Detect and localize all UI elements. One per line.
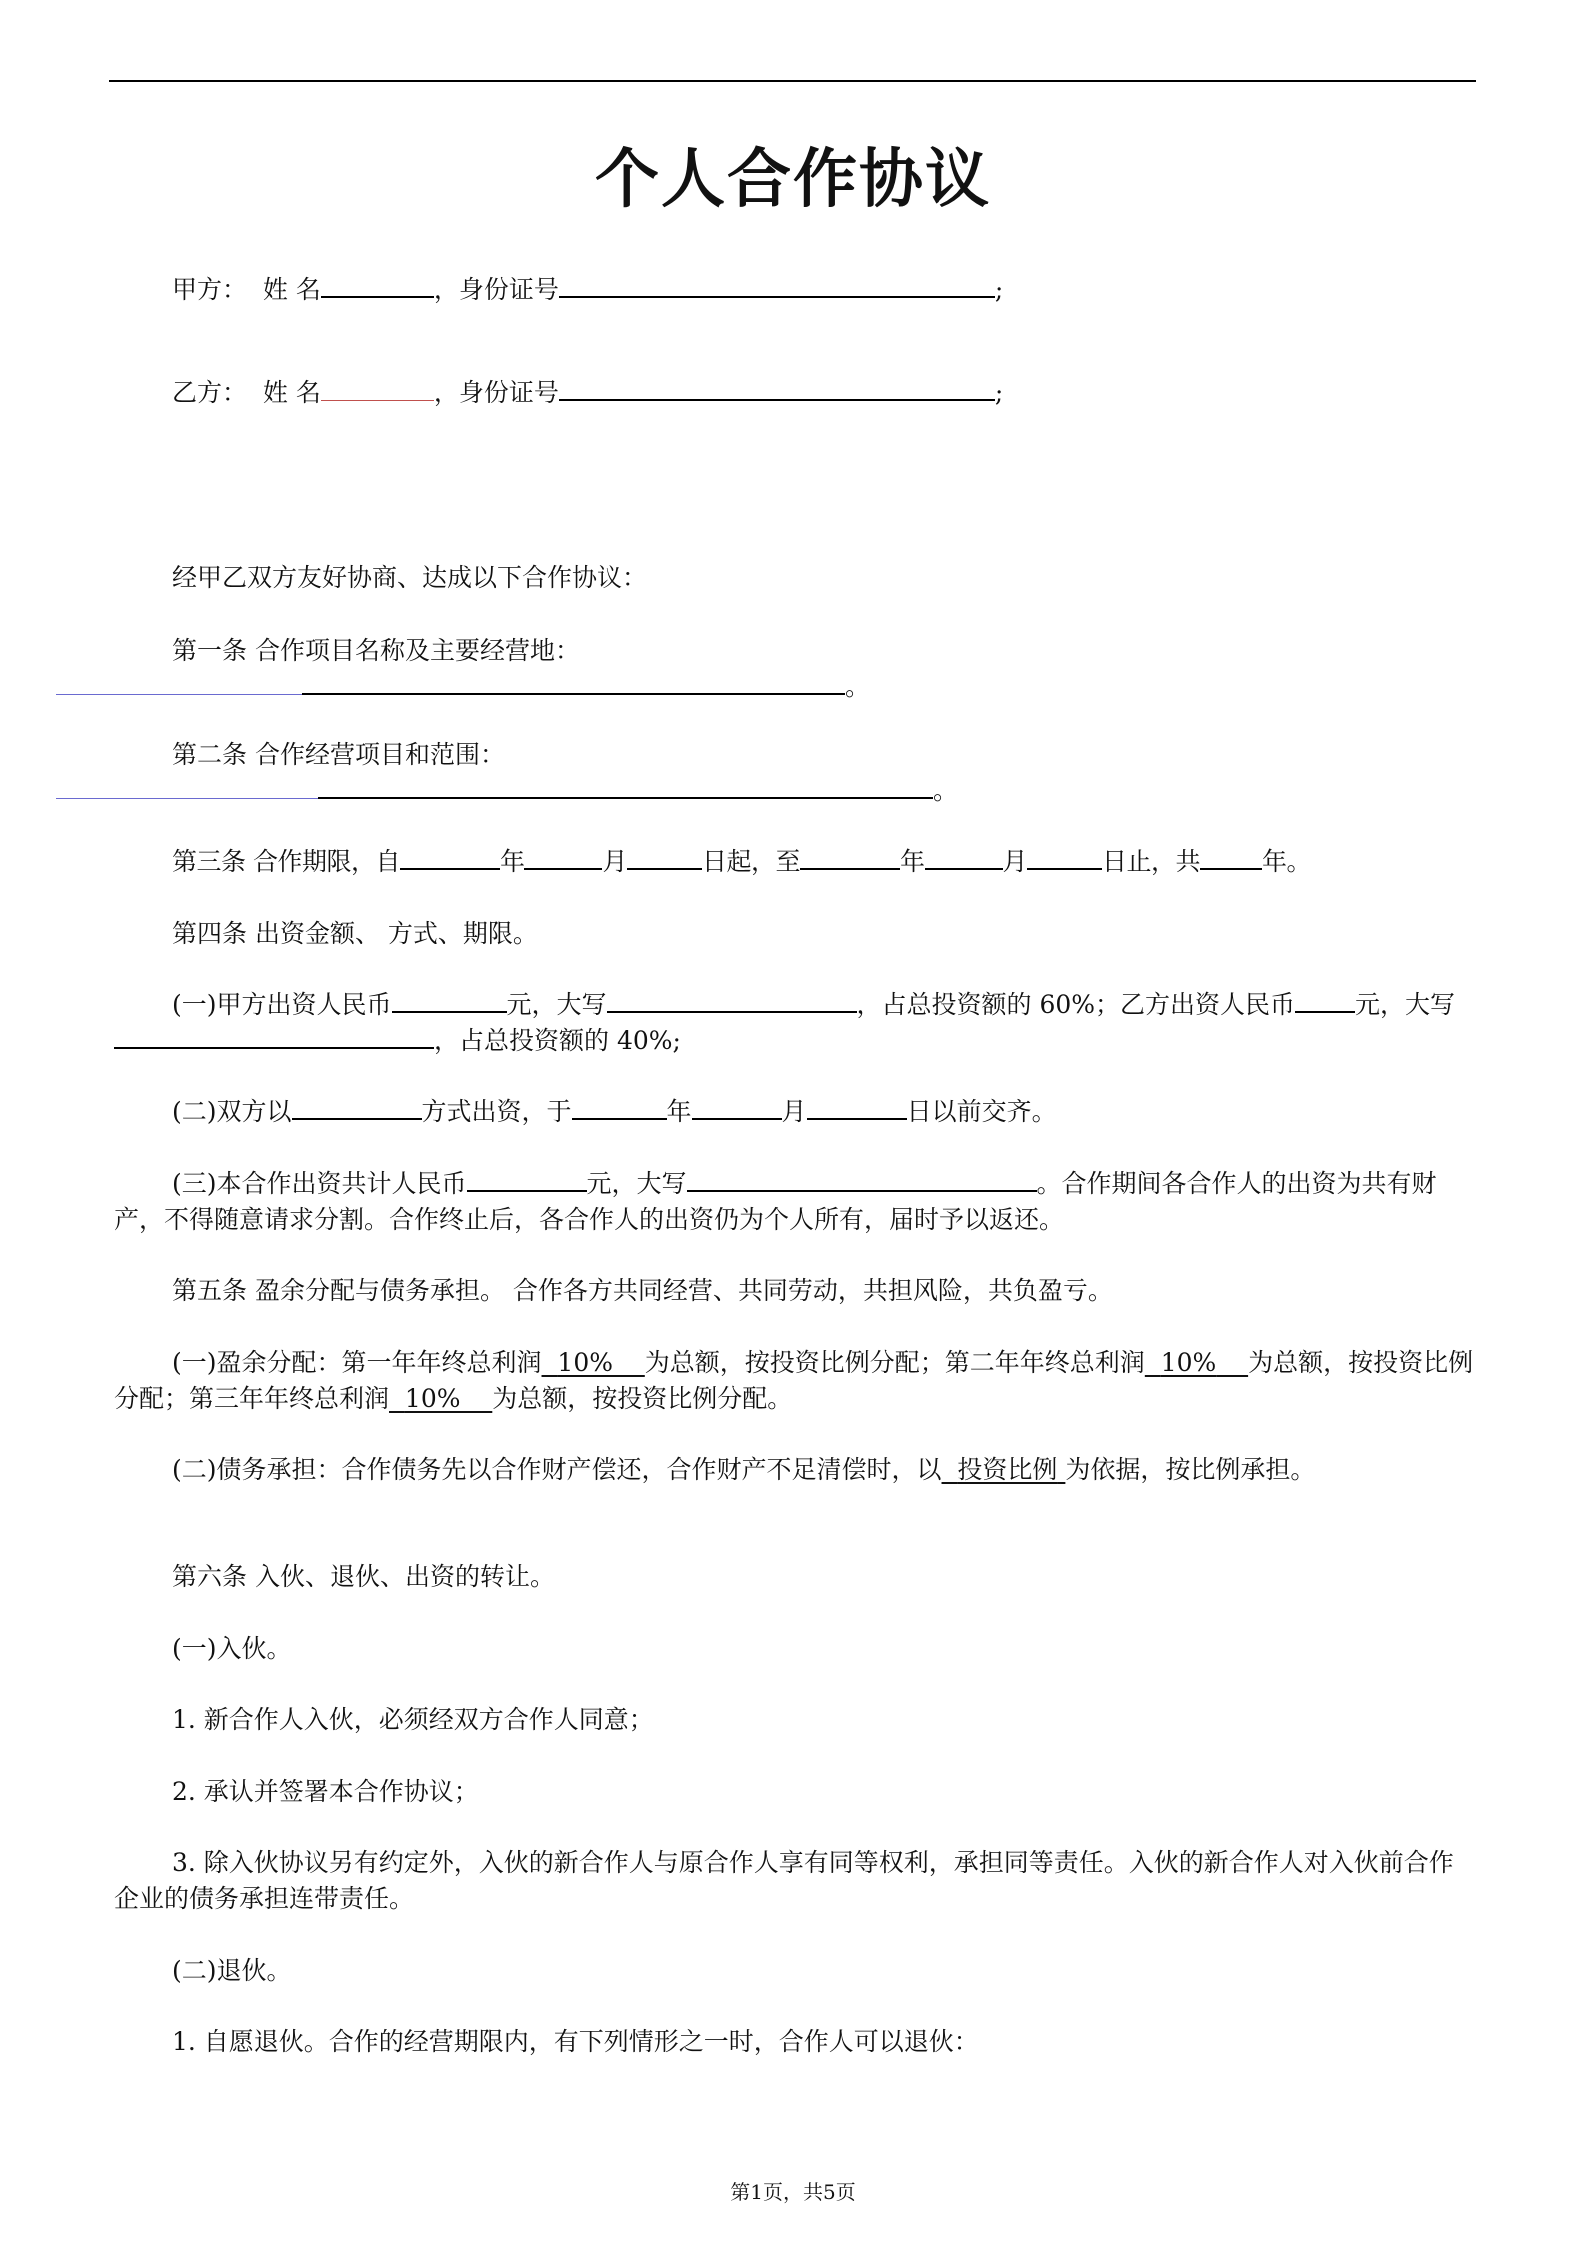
end-mark: ; <box>994 378 1004 407</box>
text: 元，大写 <box>1355 990 1456 1019</box>
end-mark: ; <box>994 275 1004 304</box>
value: 10% <box>1160 1348 1217 1377</box>
start-month-blank[interactable] <box>524 844 602 870</box>
text: (三)本合作出资共计人民币 <box>172 1169 467 1198</box>
join-item-1: 1. 新合作人入伙，必须经双方合作人同意； <box>172 1705 654 1734</box>
b-amount-words-blank[interactable] <box>114 1023 434 1049</box>
id-label: ，身份证号 <box>433 275 559 304</box>
article-1-blank-b[interactable] <box>302 669 845 695</box>
text: 年。 <box>1262 847 1312 876</box>
value: 投资比例 <box>957 1455 1058 1484</box>
party-a-label: 甲方： <box>172 275 248 304</box>
year3-profit-value[interactable] <box>389 1384 492 1413</box>
article-4-item-3 <box>114 1166 1476 1238</box>
text: 为总额，按投资比例分配。 <box>492 1384 793 1413</box>
text: 日以前交齐。 <box>906 1097 1057 1126</box>
text: 元，大写 <box>506 990 607 1019</box>
article-2-blank-b[interactable] <box>318 773 933 799</box>
month-blank[interactable] <box>692 1094 782 1120</box>
party-a-name-blank[interactable] <box>321 272 434 298</box>
article-5-item-2 <box>114 1452 1476 1488</box>
quit-item-1: 1. 自愿退伙。合作的经营期限内，有下列情形之一时，合作人可以退伙： <box>172 2027 979 2056</box>
year2-profit-value[interactable] <box>1145 1348 1248 1377</box>
quit-heading: (二)退伙。 <box>172 1956 292 1985</box>
start-year-blank[interactable] <box>400 844 500 870</box>
end-year-blank[interactable] <box>800 844 900 870</box>
total-amount-blank[interactable] <box>467 1166 587 1192</box>
day-blank[interactable] <box>807 1094 907 1120</box>
a-amount-blank[interactable] <box>392 987 507 1013</box>
intro: 经甲乙双方友好协商、达成以下合作协议： <box>172 563 648 592</box>
header-rule <box>109 80 1476 82</box>
article-2-title: 第二条 合作经营项目和范围： <box>172 740 505 769</box>
page-footer: 第1页，共5页 <box>730 2180 856 2204</box>
article-1 <box>114 633 1476 705</box>
party-b-label: 乙方： <box>172 378 248 407</box>
text: (二)双方以 <box>172 1097 292 1126</box>
text: 年 <box>666 1097 692 1126</box>
text: 。合作期间各合作人的出资为共有财产，不得随意请求分割。合作终止后，各合作人的出资仍为个人所有，届时予以返还。 <box>114 1169 1437 1234</box>
article-6-title: 第六条 入伙、退伙、出资的转让。 <box>172 1562 555 1591</box>
article-5-title: 第五条 盈余分配与债务承担。 合作各方共同经营、共同劳动，共担风险，共负盈亏。 <box>172 1276 1113 1305</box>
party-b-id-blank[interactable] <box>559 375 995 401</box>
text: 为总额，按投资比例分配；第三年年终总利润 <box>114 1348 1474 1413</box>
article-4-title: 第四条 出资金额、 方式、期限。 <box>172 919 538 948</box>
a-amount-words-blank[interactable] <box>607 987 857 1013</box>
text: 方式出资，于 <box>421 1097 572 1126</box>
article-3 <box>114 844 1476 880</box>
article-1-title: 第一条 合作项目名称及主要经营地： <box>172 636 580 665</box>
text: 为总额，按投资比例分配；第二年年终总利润 <box>644 1348 1145 1377</box>
text: 第三条 合作期限，自 <box>172 847 400 876</box>
text: (一)甲方出资人民币 <box>172 990 392 1019</box>
total-words-blank[interactable] <box>687 1166 1037 1192</box>
article-5-item-1 <box>114 1345 1476 1417</box>
text: 月 <box>1002 847 1028 876</box>
party-b-name-blank[interactable] <box>321 376 434 401</box>
text: ，占总投资额的 60%；乙方出资人民币 <box>856 990 1296 1019</box>
id-label: ，身份证号 <box>433 378 559 407</box>
year1-profit-value[interactable] <box>542 1348 645 1377</box>
end-day-blank[interactable] <box>1027 844 1102 870</box>
name-label: 姓 名 <box>262 275 321 304</box>
join-heading: (一)入伙。 <box>172 1634 292 1663</box>
party-a-id-blank[interactable] <box>559 272 995 298</box>
method-blank[interactable] <box>292 1094 422 1120</box>
article-4-item-2 <box>114 1094 1476 1130</box>
party-a-line <box>114 272 1476 308</box>
b-amount-blank[interactable] <box>1295 987 1355 1013</box>
value: 10% <box>404 1384 461 1413</box>
text: (一)盈余分配：第一年年终总利润 <box>172 1348 542 1377</box>
article-1-blank-a[interactable] <box>56 670 302 695</box>
name-label: 姓 名 <box>262 378 321 407</box>
debt-basis-value[interactable] <box>942 1455 1066 1484</box>
end-mark: 。 <box>845 672 871 701</box>
article-2-blank-a[interactable] <box>56 774 318 799</box>
article-2 <box>114 737 1476 809</box>
text: 月 <box>602 847 627 876</box>
article-4-item-1 <box>114 987 1476 1059</box>
document-title: 个人合作协议 <box>595 143 991 217</box>
value: 10% <box>557 1348 613 1377</box>
end-month-blank[interactable] <box>925 844 1003 870</box>
text: 为依据，按比例承担。 <box>1065 1455 1316 1484</box>
years-blank[interactable] <box>1200 844 1262 870</box>
text: ，占总投资额的 40%; <box>434 1026 681 1055</box>
start-day-blank[interactable] <box>627 844 702 870</box>
text: 日止，共 <box>1102 847 1201 876</box>
text: 元，大写 <box>586 1169 687 1198</box>
end-mark: 。 <box>933 776 959 805</box>
text: 年 <box>900 847 925 876</box>
text: 日起，至 <box>701 847 800 876</box>
text: 月 <box>781 1097 807 1126</box>
text: 年 <box>499 847 525 876</box>
join-item-3: 3. 除入伙协议另有约定外，入伙的新合作人与原合作人享有同等权利，承担同等责任。入伙的新合作人对入伙前合作企业的债务承担连带责任。 <box>114 1848 1454 1913</box>
party-b-line <box>114 375 1476 411</box>
year-blank[interactable] <box>572 1094 667 1120</box>
join-item-2: 2. 承认并签署本合作协议； <box>172 1777 479 1806</box>
text: (二)债务承担：合作债务先以合作财产偿还，合作财产不足清偿时，以 <box>172 1455 942 1484</box>
